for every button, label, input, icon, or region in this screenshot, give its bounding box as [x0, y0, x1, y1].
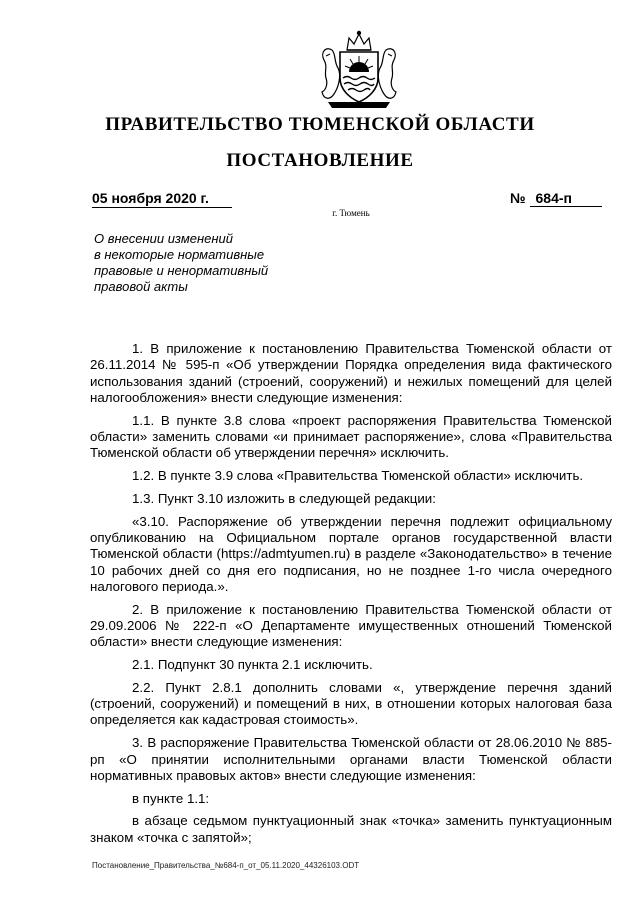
- body-paragraph: 2. В приложение к постановлению Правительства Тюменской области от 29.09.2006 № 222-п «О Департаменте имущественных отношений Тюменской области» внести следующие изменения:: [90, 601, 612, 650]
- body-paragraph: 2.2. Пункт 2.8.1 дополнить словами «, утверждение перечня зданий (строений, сооружений) и помещений в них, в отношении которых налоговая база определяется как кадастровая стоимость».: [90, 679, 612, 728]
- body-paragraph: 1.3. Пункт 3.10 изложить в следующей редакции:: [132, 490, 436, 506]
- subject-line: правовые и ненормативный: [94, 263, 269, 278]
- body-paragraph: 2.1. Подпункт 30 пункта 2.1 исключить.: [132, 657, 373, 673]
- subject-line: правовой акты: [94, 279, 188, 294]
- number-value: 684-п: [530, 190, 602, 207]
- tyumen-coat-of-arms-icon: [314, 30, 404, 112]
- subject-line: О внесении изменений: [94, 231, 233, 246]
- body-paragraph: 1.1. В пункте 3.8 слова «проект распоряжения Правительства Тюменской области» заменить словами «и принимает распоряжение», слова «Правительства Тюменской области об утверждении перечня» исключить.: [90, 412, 612, 461]
- body-paragraph: в пункте 1.1:: [132, 790, 210, 806]
- footer-file-name: Постановление_Правительства_№684-п_от_05.11.2020_44326103.ODT: [92, 861, 360, 870]
- body-paragraph: 1.2. В пункте 3.9 слова «Правительства Тюменской области» исключить.: [132, 468, 584, 484]
- document-type: ПОСТАНОВЛЕНИЕ: [226, 150, 414, 171]
- body-paragraph: 3. В распоряжение Правительства Тюменской области от 28.06.2010 № 885-рп «О принятии исполнительными органами власти Тюменской области нормативных правовых актов» внести следующие изменения:: [90, 735, 612, 783]
- city-name: г. Тюмень: [332, 208, 370, 218]
- document-date: 05 ноября 2020 г.: [92, 190, 232, 208]
- document-subject: [94, 231, 324, 295]
- body-paragraph: 1. В приложение к постановлению Правительства Тюменской области от 26.11.2014 № 595-п «Об утверждении Порядка определения вида фактического использования зданий (строений, сооружений) и нежилых помещений для целей налогообложения» внести следующие изменения:: [90, 341, 612, 405]
- organization-title: ПРАВИТЕЛЬСТВО ТЮМЕНСКОЙ ОБЛАСТИ: [105, 114, 535, 135]
- number-prefix: №: [510, 190, 526, 206]
- body-paragraph: в абзаце седьмом пунктуационный знак «точка» заменить пунктуационным знаком «точка с запятой»;: [90, 813, 612, 845]
- document-body: [90, 341, 612, 853]
- body-paragraph: «3.10. Распоряжение об утверждении перечня подлежит официальному опубликованию на Официальном портале органов государственной власти Тюменской области (https://admtyumen.ru) в разделе «Законодательство» в течение 10 рабочих дней со дня его подписания, но не позднее 1-го числа очередного налогового периода.».: [90, 513, 612, 594]
- document-number: [510, 190, 606, 207]
- subject-line: в некоторые нормативные: [94, 247, 265, 262]
